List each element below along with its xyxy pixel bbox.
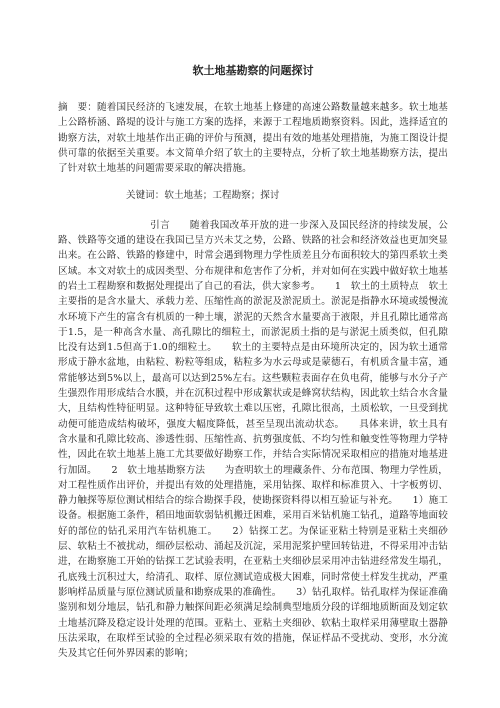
abstract-paragraph: 摘 要：随着国民经济的飞速发展，在软土地基上修建的高速公路数量越来越多。软土地基上公路桥涵、路堤的设计与施工方案的选择，来源于工程地质勘察资料。因此，选择适宜的勘察方法，对软土地基作出正确的评价与预测，提出有效的地基处理措施，为施工图设计提供可靠的依据至关重要。本文简单介绍了软土的主要特点，分析了软土地基勘察方法，提出了针对软土地基的问题需要采取的解决措施。 <box>58 102 448 175</box>
document-title: 软土地基勘察的问题探讨 <box>192 64 314 77</box>
keywords-line: 关键词：软土地基；工程勘察；探讨 <box>126 190 280 202</box>
body-paragraph: 引言 随着我国改革开放的进一步深入及国民经济的持续发展，公路、铁路等交通的建设在我国已呈方兴未艾之势，公路、铁路的社会和经济效益也更加突显出来。在公路、铁路的修建中，时常会遇到物理力学性质差且分布面积较大的第四系软土类区域。本文对软土的成因类型、分布规律和危害作了分析，并对如何在实践中做好软土地基的岩土工程勘察和数据处理提出了自己的看法，供大家参考。 1 软土的土质特点 软土主要指的是含水量大、承载力差、压缩性高的淤泥及淤泥质土。淤泥是指静水环境或缓慢流水环境下产生的富含有机质的一种土壤，淤泥的天然含水量要高于液限，并且孔隙比通常高于1.5，是一种高含水量、高孔隙比的细粒土，而淤泥质土指的是与淤泥土质类似，但孔隙比没有达到1.5但高于1.0的细粒土。 软土的主要特点是由环境所决定的，因为软土通常形成于静水盆地，由粘粒、粉粒等组成，粘粒多为水云母或是蒙德石，有机质含量丰富，通常能够达到5%以上，最高可以达到25%左右。这些颗粒表面存在负电荷，能够与水分子产生强烈作用形成结合水膜，并在沉积过程中形成絮状或是蜂窝状结构，因此软土结合水含量大，且结构性特征明显。这种特征导致软土难以压密，孔隙比很高，土质松软，一旦受到扰动便可能造成结构破坏，强度大幅度降低，甚至呈现出流动状态。 具体来讲，软土具有含水量和孔隙比较高、渗透性弱、压缩性高、抗剪强度低、不均匀性和触变性等物理力学特性，因此在软土地基上施工尤其要做好勘察工作，并结合实际情况采取相应的措施对地基进行加固。 2 软土地基勘察方法 为查明软土的埋藏条件、分布范围、物理力学性质，对工程性质作出评价，并提出有效的处理措施，采用钻探、取样和标准贯入、十字板剪切、静力触探等原位测试相结合的综合勘探手段，使勘探资料得以相互验证与补充。 1）施工设备。根据施工条件，稻田地面软弱钻机搬迁困难，采用百米钻机施工钻孔，道路等地面较好的部位的钻孔采用汽车钻机施工。 2）钻探工艺。为保证亚粘土特别是亚粘土夹细砂层、软粘土不被扰动，细砂层松动、涌起及沉淀，采用泥浆护壁回转钻进，不得采用冲击钻进，在勘察施工开始的钻探工艺试验表明，在亚粘土夹细砂层采用冲击钻进经常发生塌孔，孔底残土沉积过大，给清孔、取样、原位测试造成极大困难，同时常使土样发生扰动，严重影响样品质量与原位测试质量和勘察成果的准确性。 3）钻孔取样。钻孔取样为保证准确鉴别和划分地层，钻孔和静力触探间距必须满足绘制典型地质分段的详细地质断面及划定软土地基沉降及稳定设计处理的范围。亚粘土、亚粘土夹细砂、软粘土取样采用薄壁取土器静压法采取，在取样至试验的全过程必须采取有效的措施，保证样品不受扰动、变形，水分流失及其它任何外界因素的影响； <box>58 219 448 660</box>
